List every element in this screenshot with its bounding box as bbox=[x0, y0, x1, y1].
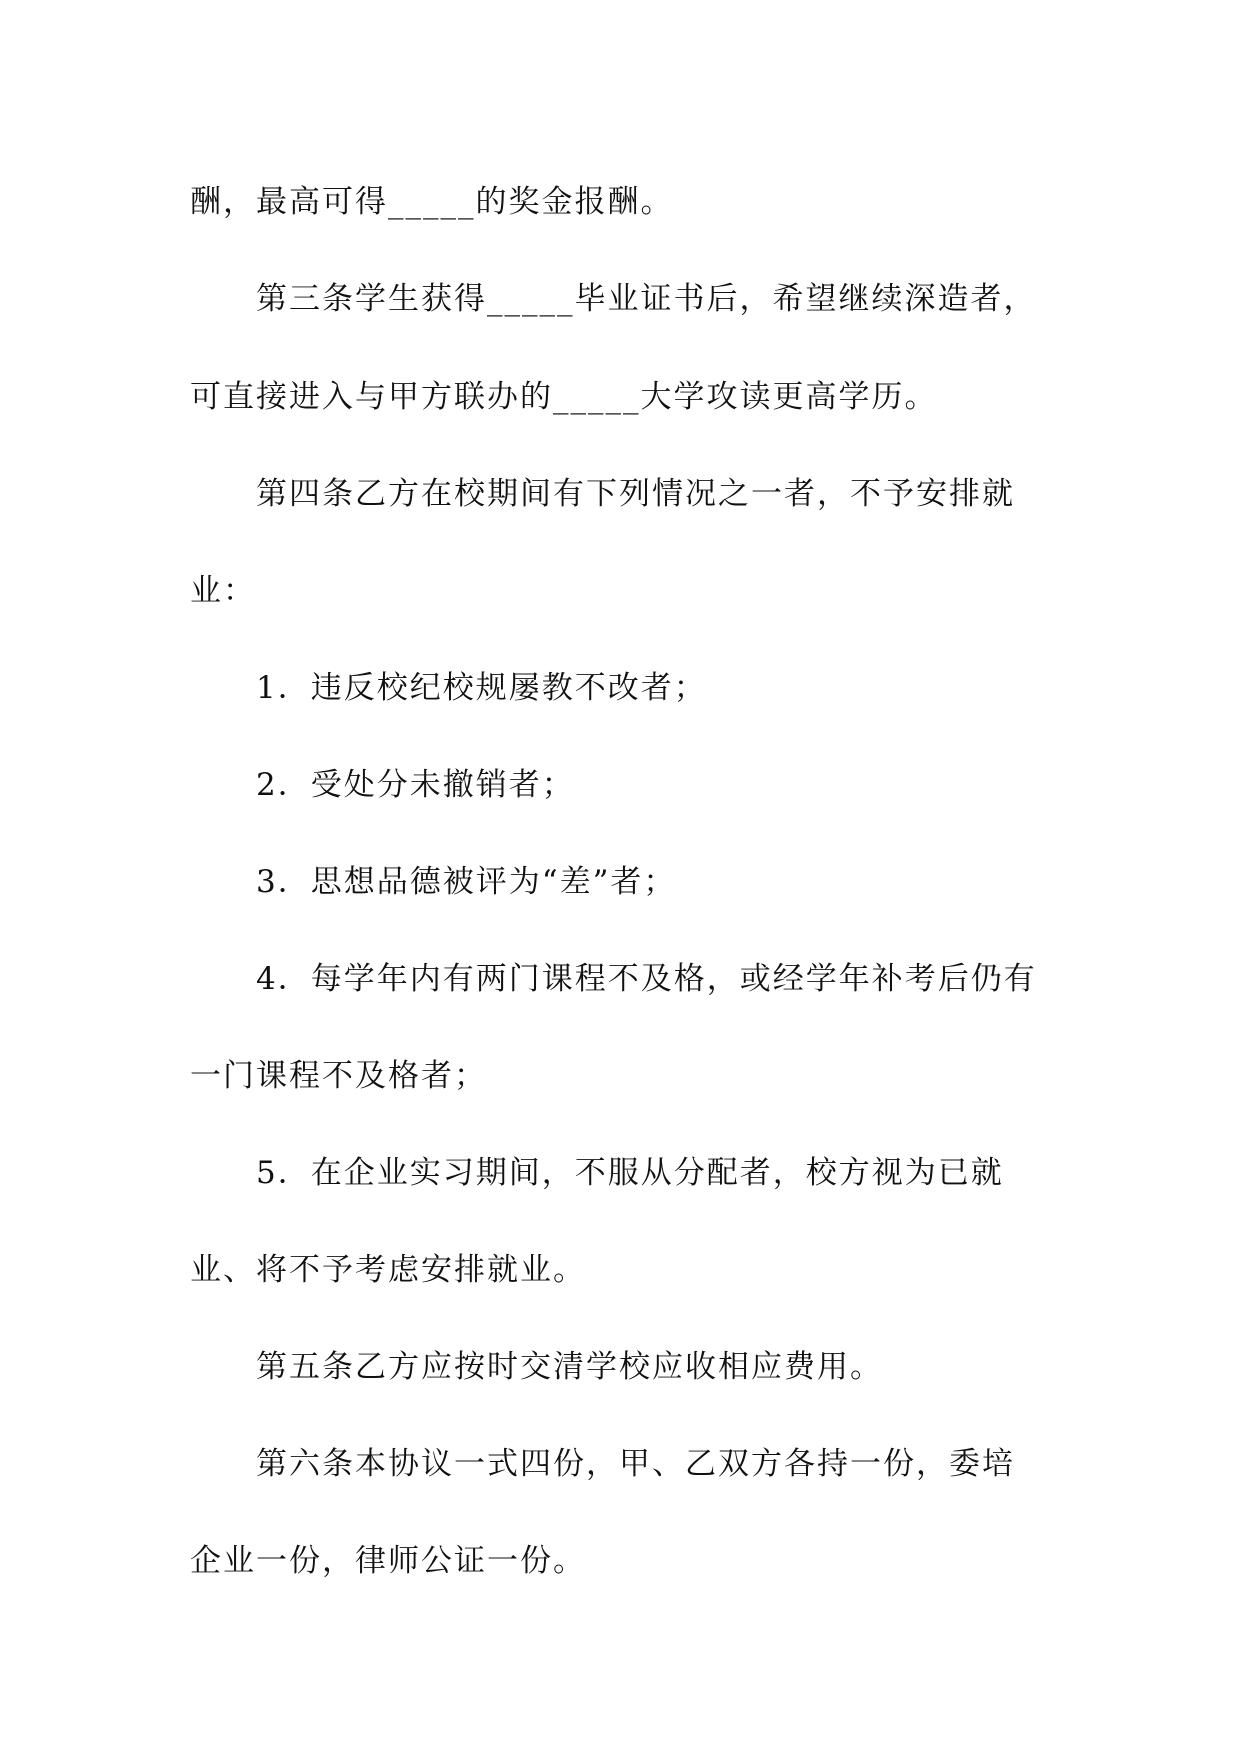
text-line-1: 酬，最高可得_____的奖金报酬。 bbox=[190, 184, 674, 220]
text-line-8: 3．思想品德被评为“差”者； bbox=[256, 864, 677, 900]
text-line-13: 第五条乙方应按时交清学校应收相应费用。 bbox=[256, 1349, 883, 1385]
text-line-3: 可直接进入与甲方联办的_____大学攻读更高学历。 bbox=[190, 379, 938, 415]
text-line-12: 业、将不予考虑安排就业。 bbox=[190, 1252, 586, 1288]
text-line-14: 第六条本协议一式四份，甲、乙双方各持一份，委培 bbox=[256, 1446, 1015, 1482]
text-line-6: 1．违反校纪校规屡教不改者； bbox=[256, 670, 707, 706]
text-line-10: 一门课程不及格者； bbox=[190, 1058, 487, 1094]
text-line-9: 4．每学年内有两门课程不及格，或经学年补考后仍有 bbox=[256, 961, 1037, 997]
text-line-7: 2．受处分未撤销者； bbox=[256, 767, 575, 803]
text-line-11: 5．在企业实习期间，不服从分配者，校方视为已就 bbox=[256, 1155, 1004, 1191]
text-line-2: 第三条学生获得_____毕业证书后，希望继续深造者， bbox=[256, 281, 1037, 317]
text-line-5: 业： bbox=[190, 573, 256, 609]
text-line-15: 企业一份，律师公证一份。 bbox=[190, 1543, 586, 1579]
text-line-4: 第四条乙方在校期间有下列情况之一者，不予安排就 bbox=[256, 476, 1015, 512]
